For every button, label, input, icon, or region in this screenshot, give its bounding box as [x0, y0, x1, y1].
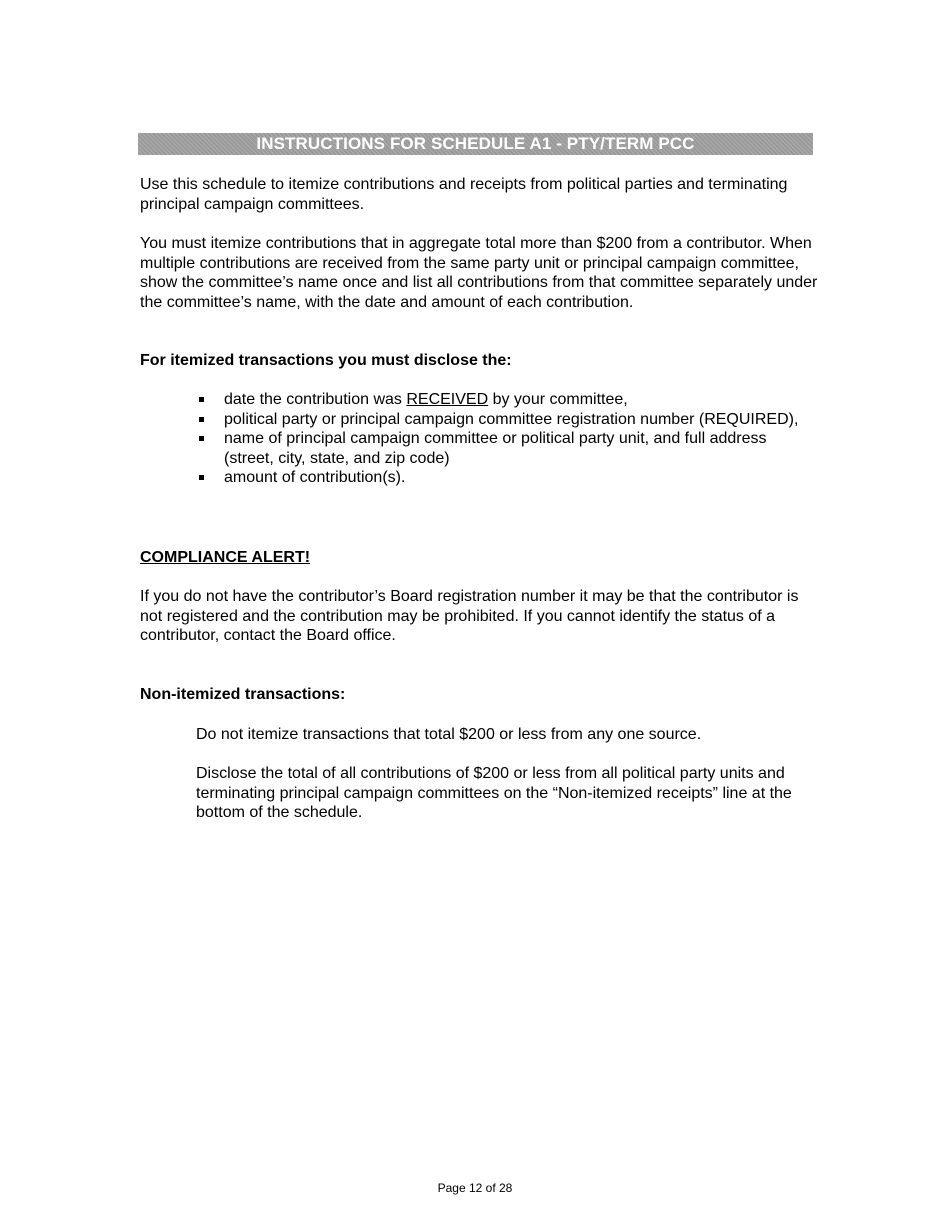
itemized-heading: For itemized transactions you must disclose the: [140, 352, 512, 369]
square-bullet-icon [199, 417, 204, 422]
square-bullet-icon [199, 397, 204, 402]
itemized-list [196, 390, 816, 488]
non-itemized-heading: Non-itemized transactions: [140, 686, 346, 703]
compliance-alert-text: If you do not have the contributor’s Board registration number it may be that the contributor is not registered and the contribution may be prohibited. If you cannot identify the status of a contributor, contact the Board office. [140, 588, 799, 645]
page-title: INSTRUCTIONS FOR SCHEDULE A1 - PTY/TERM PCC [256, 134, 695, 153]
list-item [196, 390, 816, 410]
bullet-text-before: date the contribution was [224, 391, 407, 408]
list-item [196, 429, 816, 468]
bullet-text: amount of contribution(s). [224, 469, 406, 487]
received-emphasis: RECEIVED [406, 391, 489, 408]
list-item [196, 468, 816, 488]
compliance-alert-heading: COMPLIANCE ALERT! [140, 549, 311, 566]
page-number: Page 12 of 28 [437, 1181, 513, 1195]
non-itemized-text-1: Do not itemize transactions that total $200 or less from any one source. [196, 726, 702, 743]
intro-paragraph-1: Use this schedule to itemize contributions and receipts from political parties and terminating principal campaign committees. [140, 176, 788, 213]
bullet-text: political party or principal campaign committee registration number (REQUIRED), [224, 410, 799, 428]
bullet-text-after: by your committee, [488, 391, 628, 408]
intro-paragraph-2: You must itemize contributions that in aggregate total more than $200 from a contributor. When multiple contributions are received from the same party unit or principal campaign committee, show the committee’s name once and list all contributions from that committee separately under the committee’s name, with the date and amount of each contribution. [140, 235, 818, 311]
square-bullet-icon [199, 475, 204, 480]
square-bullet-icon [199, 436, 204, 441]
bullet-text: name of principal campaign committee or political party unit, and full address (street, city, state, and zip code) [224, 430, 767, 467]
non-itemized-text-2: Disclose the total of all contributions of $200 or less from all political party units and terminating principal campaign committees on the “Non-itemized receipts” line at the bottom of the schedule. [196, 765, 792, 822]
list-item [196, 410, 816, 430]
title-banner [138, 133, 813, 155]
